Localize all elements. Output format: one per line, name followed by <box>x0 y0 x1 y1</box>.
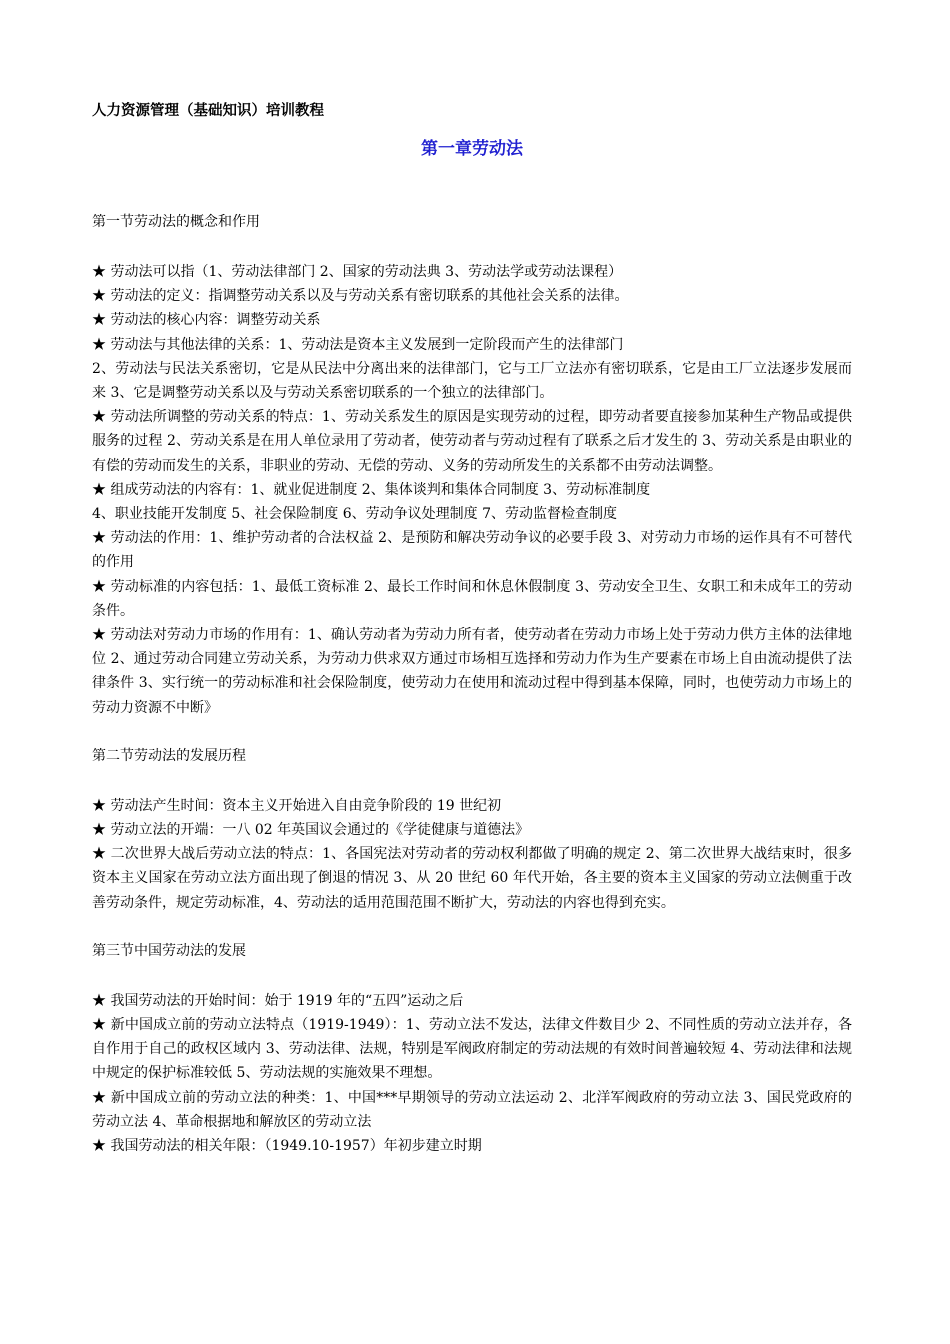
paragraph: 4、职业技能开发制度 5、社会保险制度 6、劳动争议处理制度 7、劳动监督检查制度 <box>92 506 617 523</box>
paragraph: ★ 劳动法所调整的劳动关系的特点：1、劳动关系发生的原因是实现劳动的过程，即劳动者要直接参加某种生产物品或提供服务的过程 2、劳动关系是在用人单位录用了劳动者，使劳动者与劳动过程有了联系之后才发生的 3、劳动关系是由职业的有偿的劳动而发生的关系，非职业的劳动、无偿的劳动、义务的劳动所发生的关系都不由劳动法调整。 <box>92 409 852 474</box>
document-page <box>92 100 852 1158</box>
paragraph: ★ 劳动法的定义：指调整劳动关系以及与劳动关系有密切联系的其他社会关系的法律。 <box>92 288 629 305</box>
paragraph: ★ 二次世界大战后劳动立法的特点：1、各国宪法对劳动者的劳动权利都做了明确的规定 2、第二次世界大战结束时，很多资本主义国家在劳动立法方面出现了倒退的情况 3、从 20 世纪 60 年代开始，各主要的资本主义国家的劳动立法侧重于改善劳动条件，规定劳动标准，4、劳动法的适用范围范围不断扩大，劳动法的内容也得到充实。 <box>92 846 852 911</box>
chapter-title: 第一章劳动法 <box>421 139 523 159</box>
paragraph: ★ 我国劳动法的开始时间：始于 1919 年的“五四”运动之后 <box>92 992 464 1009</box>
section-2 <box>92 744 852 915</box>
section-1 <box>92 210 852 720</box>
paragraph: ★ 劳动法与其他法律的关系：1、劳动法是资本主义发展到一定阶段而产生的法律部门 <box>92 336 624 353</box>
section-3 <box>92 939 852 1158</box>
paragraph: ★ 我国劳动法的相关年限：（1949.10-1957）年初步建立时期 <box>92 1138 482 1155</box>
paragraph: ★ 劳动立法的开端：一八 02 年英国议会通过的《学徒健康与道德法》 <box>92 822 530 839</box>
document-title: 人力资源管理（基础知识）培训教程 <box>92 103 324 119</box>
paragraph: 2、劳动法与民法关系密切，它是从民法中分离出来的法律部门，它与工厂立法亦有密切联系，它是由工厂立法逐步发展而来 3、它是调整劳动关系以及与劳动关系密切联系的一个独立的法律部门。 <box>92 360 852 402</box>
paragraph: ★ 劳动法的作用：1、维护劳动者的合法权益 2、是预防和解决劳动争议的必要手段 3、对劳动力市场的运作具有不可替代的作用 <box>92 530 852 571</box>
paragraph: ★ 劳动法对劳动力市场的作用有：1、确认劳动者为劳动力所有者，使劳动者在劳动力市场上处于劳动力供方主体的法律地位 2、通过劳动合同建立劳动关系，为劳动力供求双方通过市场相互选择和劳动力作为生产要素在市场上自由流动提供了法律条件 3、实行统一的劳动标准和社会保险制度，使劳动力在使用和流动过程中得到基本保障，同时，也使劳动力市场上的劳动力资源不中断》 <box>92 627 852 716</box>
section-heading: 第二节劳动法的发展历程 <box>92 747 246 764</box>
paragraph: ★ 劳动标准的内容包括：1、最低工资标准 2、最长工作时间和休息休假制度 3、劳动安全卫生、女职工和未成年工的劳动条件。 <box>92 578 852 619</box>
section-heading: 第一节劳动法的概念和作用 <box>92 214 260 230</box>
paragraph: ★ 组成劳动法的内容有：1、就业促进制度 2、集体谈判和集体合同制度 3、劳动标准制度 <box>92 481 651 498</box>
paragraph: ★ 新中国成立前的劳动立法特点（1919-1949）：1、劳动立法不发达，法律文件数目少 2、不同性质的劳动立法并存，各自作用于自己的政权区域内 3、劳动法律、法规，特别是军阀政府制定的劳动法规的有效时间普遍较短 4、劳动法律和法规中规定的保护标准较低 5、劳动法规的实施效果不理想。 <box>92 1017 852 1082</box>
paragraph: ★ 劳动法的核心内容：调整劳动关系 <box>92 312 321 329</box>
paragraph: ★ 劳动法可以指（1、劳动法律部门 2、国家的劳动法典 3、劳动法学或劳动法课程） <box>92 264 623 280</box>
paragraph: ★ 劳动法产生时间：资本主义开始进入自由竞争阶段的 19 世纪初 <box>92 797 502 814</box>
paragraph: ★ 新中国成立前的劳动立法的种类：1、中国***早期领导的劳动立法运动 2、北洋军阀政府的劳动立法 3、国民党政府的劳动立法 4、革命根据地和解放区的劳动立法 <box>92 1089 852 1130</box>
section-heading: 第三节中国劳动法的发展 <box>92 942 246 959</box>
